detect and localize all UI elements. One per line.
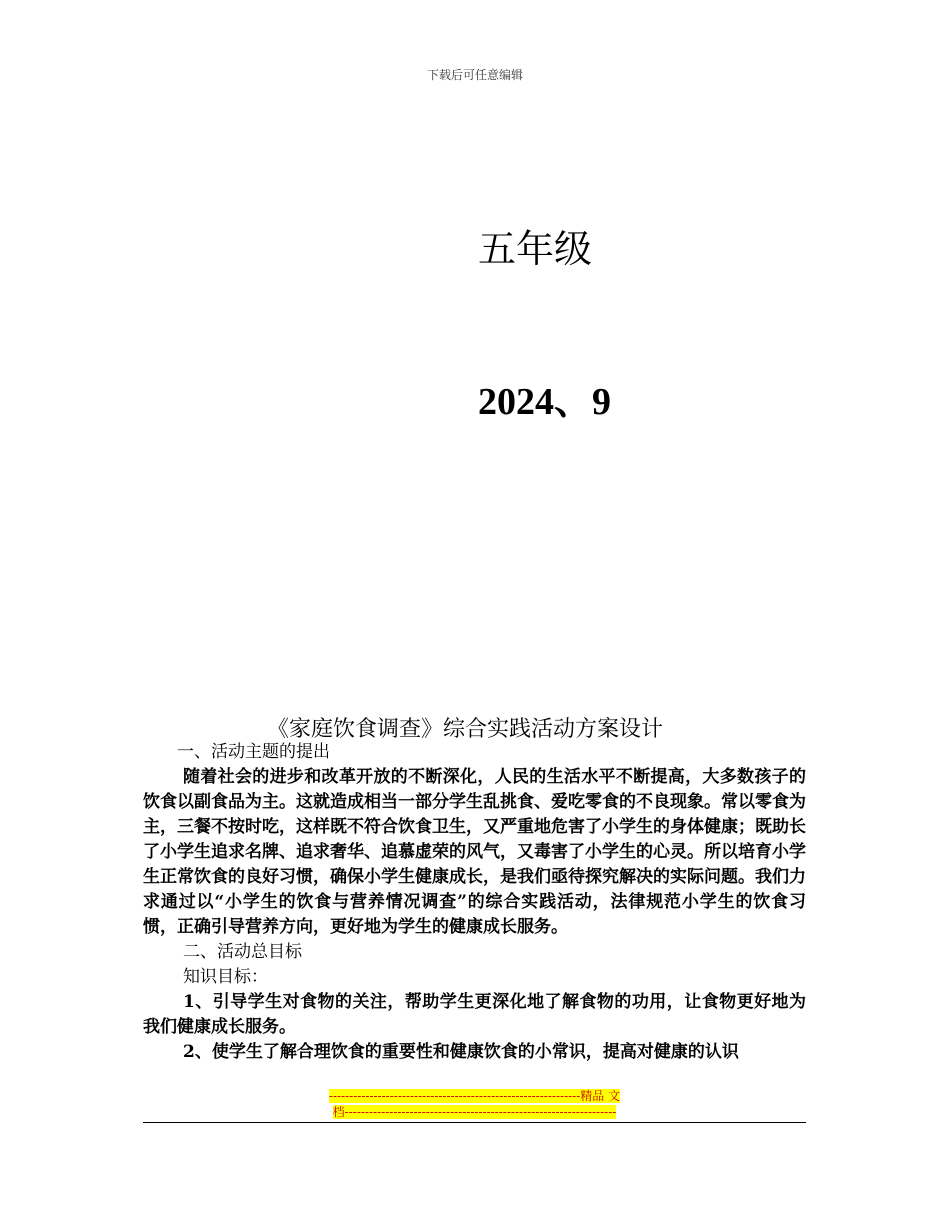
goal-item-1: 1、引导学生对食物的关注，帮助学生更深化地了解食物的功用，让食物更好地为我们健康成长服务。 — [143, 992, 806, 1037]
goal-item-2: 2、使学生了解合理饮食的重要性和健康饮食的小常识，提高对健康的认识 — [183, 1042, 739, 1062]
grade-label: 五年级 — [478, 227, 593, 271]
document-title: 《家庭饮食调查》综合实践活动方案设计 — [266, 717, 663, 742]
footer-watermark — [143, 1088, 806, 1120]
date-label: 2024、9 — [478, 381, 612, 423]
knowledge-goal-label: 知识目标： — [183, 967, 268, 987]
document-body — [143, 740, 806, 1065]
footer-divider — [143, 1122, 806, 1123]
footer-line-2: 档------------------------------------------------------------------- — [332, 1105, 617, 1119]
section-heading-1: 一、活动主题的提出 — [177, 742, 330, 762]
footer-line-1: --------------------------------------------------------------精品 文 — [328, 1089, 621, 1103]
section-heading-2: 二、活动总目标 — [183, 942, 302, 962]
paragraph-1: 随着社会的进步和改革开放的不断深化，人民的生活水平不断提高，大多数孩子的饮食以副食品为主。这就造成相当一部分学生乱挑食、爱吃零食的不良现象。常以零食为主，三餐不按时吃，这样既不符合饮食卫生，又严重地危害了小学生的身体健康；既助长了小学生追求名牌、追求奢华、追慕虚荣的风气，又毒害了小学生的心灵。所以培育小学生正常饮食的良好习惯，确保小学生健康成长，是我们亟待探究解决的实际问题。我们力求通过以“小学生的饮食与营养情况调查”的综合实践活动，法律规范小学生的饮食习惯，正确引导营养方向，更好地为学生的健康成长服务。 — [143, 767, 806, 937]
header-note: 下载后可任意编辑 — [426, 68, 523, 82]
